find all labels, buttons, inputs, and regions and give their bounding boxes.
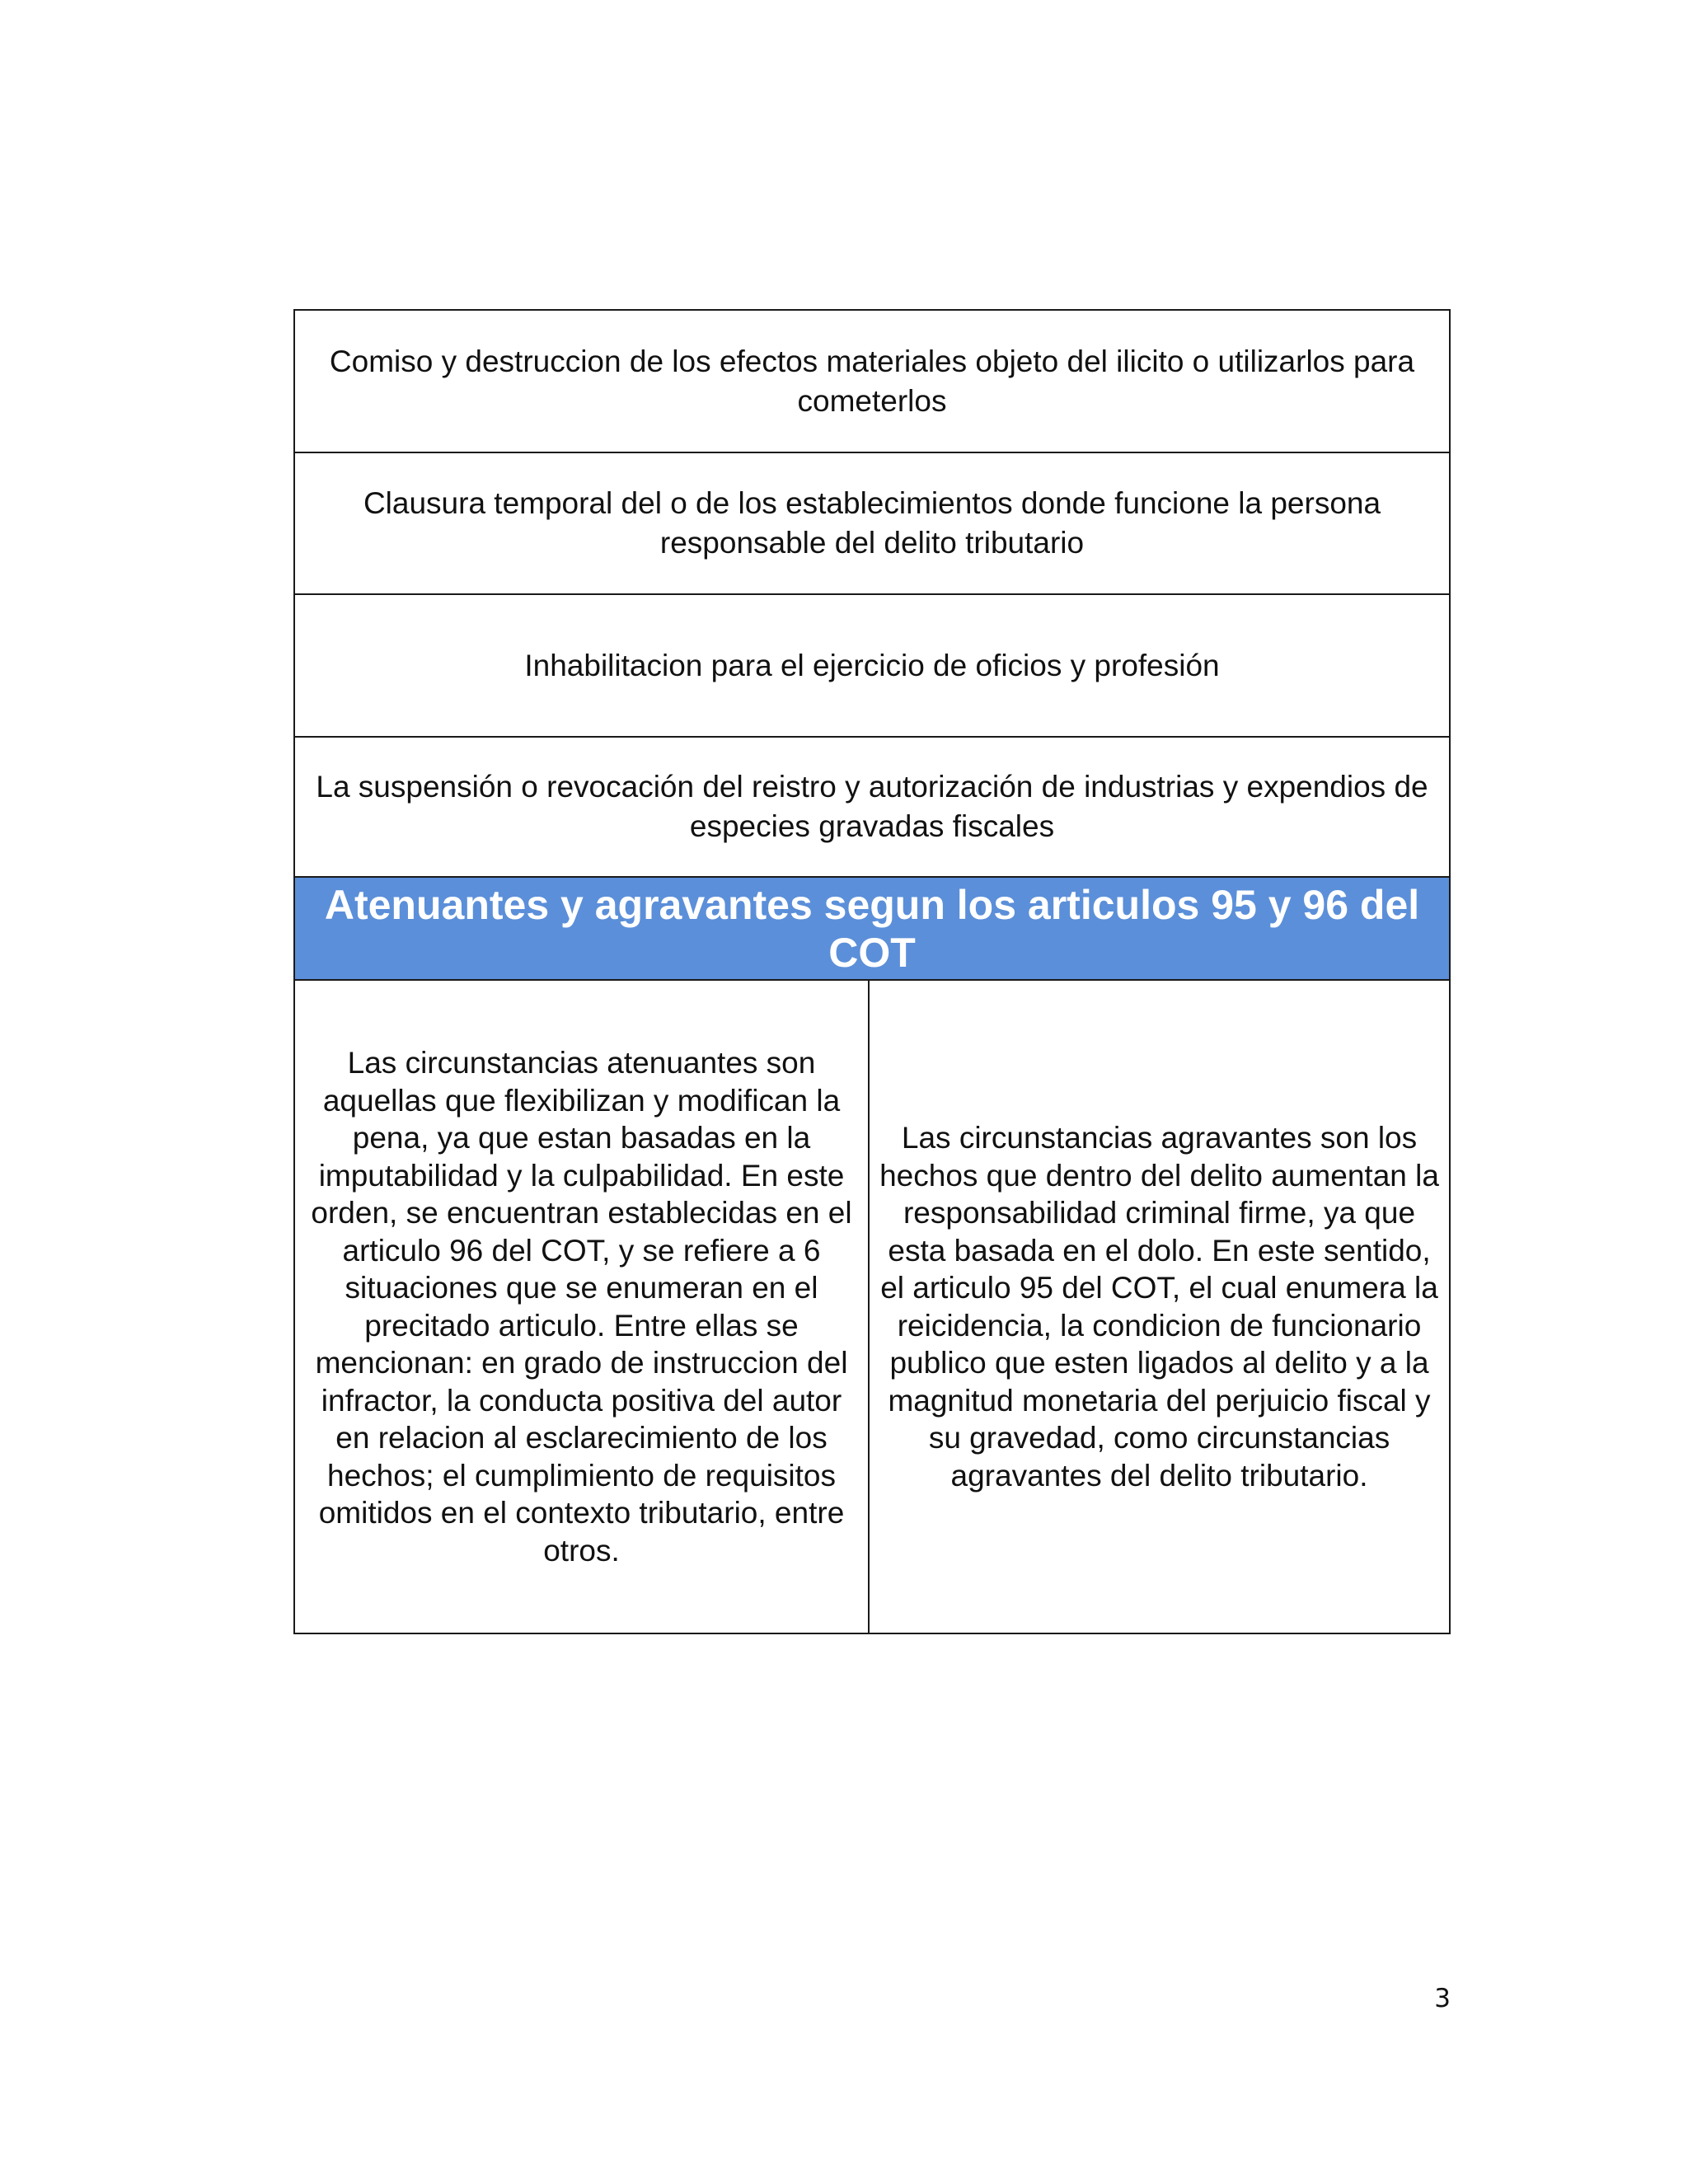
table-row [294,452,1450,594]
page-number: 3 [1434,1984,1451,2013]
agravantes-cell: Las circunstancias agravantes son los hechos que dentro del delito aumentan la responsabilidad criminal firme, ya que esta basada en el dolo. En este sentido, el articulo 95 del COT, el cual enumera la reicidencia, la condicion de funcionario publico que esten ligados al delito y a la magnitud monetaria del perjuicio fiscal y su gravedad, como circunstancias agravantes del delito tributario. [869,980,1450,1633]
table-cell-clausura: Clausura temporal del o de los establecimientos donde funcione la persona responsable del delito tributario [294,452,1450,594]
table-cell-suspension: La suspensión o revocación del reistro y autorización de industrias y expendios de especies gravadas fiscales [294,737,1450,877]
table-cell-inhabilitacion: Inhabilitacion para el ejercicio de oficios y profesión [294,594,1450,737]
table-row [294,980,1450,1633]
table-row [294,737,1450,877]
table-section-header-row [294,877,1450,980]
table-cell-comiso: Comiso y destruccion de los efectos materiales objeto del ilicito o utilizarlos para cometerlos [294,310,1450,452]
table-row [294,594,1450,737]
table-row [294,310,1450,452]
atenuantes-cell: Las circunstancias atenuantes son aquellas que flexibilizan y modifican la pena, ya que estan basadas en la imputabilidad y la culpabilidad. En este orden, se encuentran establecidas en el articulo 96 del COT, y se refiere a 6 situaciones que se enumeran en el precitado articulo. Entre ellas se mencionan: en grado de instruccion del infractor, la conducta positiva del autor en relacion al esclarecimiento de los hechos; el cumplimiento de requisitos omitidos en el contexto tributario, entre otros. [294,980,869,1633]
sanctions-table [293,309,1451,1634]
section-header: Atenuantes y agravantes segun los articulos 95 y 96 del COT [294,877,1450,980]
